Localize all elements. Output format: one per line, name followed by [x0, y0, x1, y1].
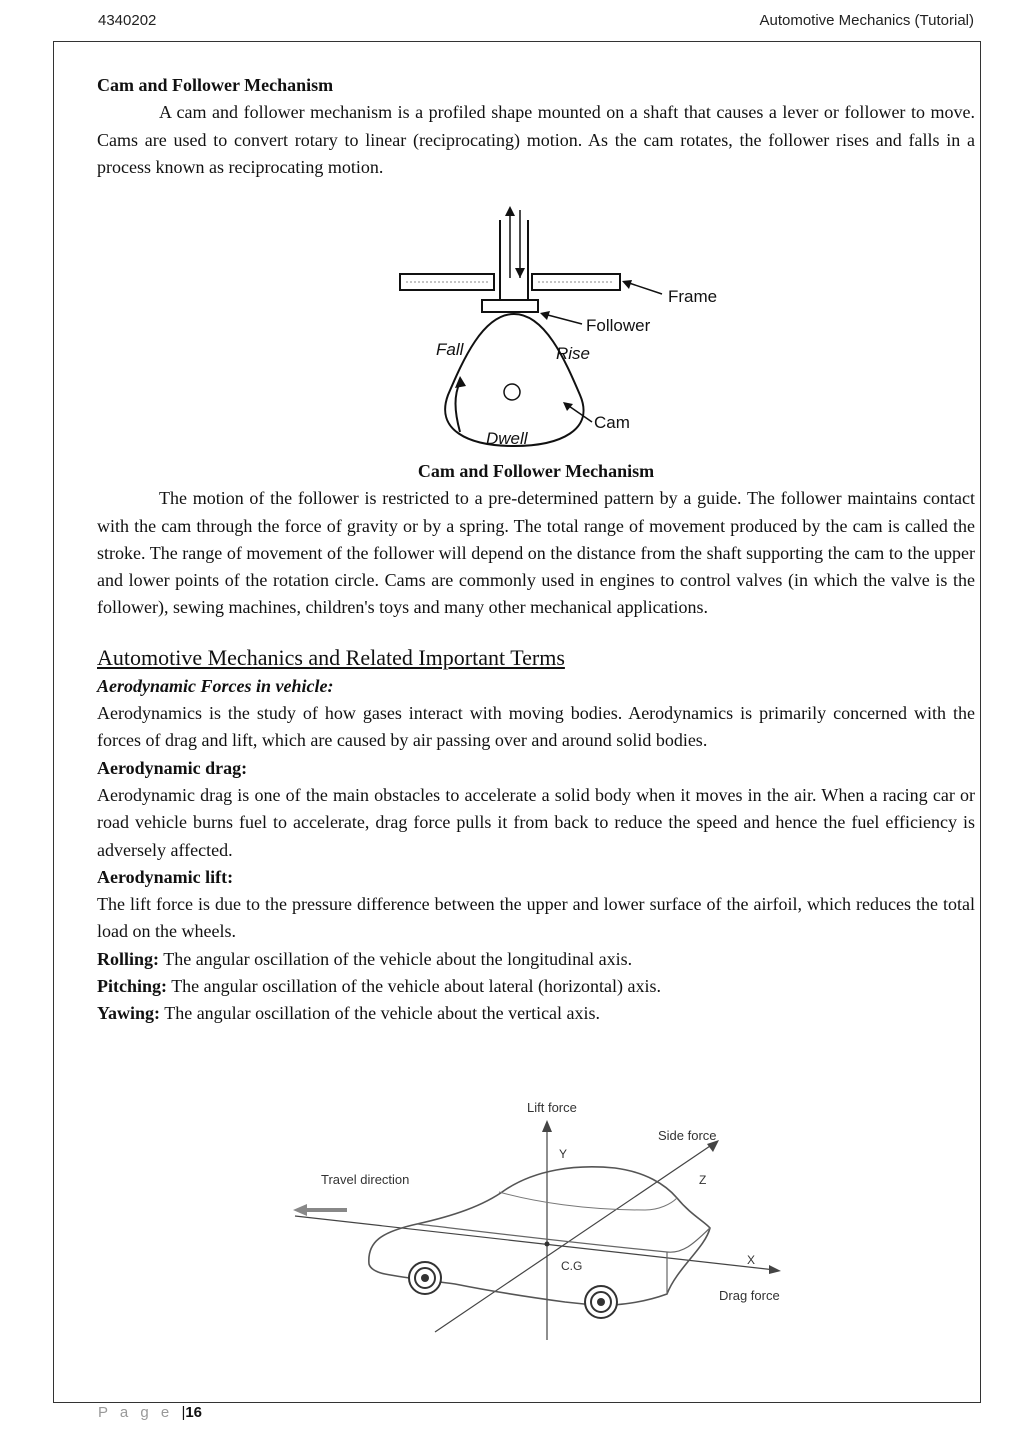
x-axis-label: X: [747, 1253, 756, 1267]
page-footer: [98, 1404, 202, 1421]
travel-direction-label: Travel direction: [321, 1172, 410, 1187]
main-text: [97, 458, 975, 1028]
cam-caption: Cam and Follower Mechanism: [417, 461, 655, 481]
page-number: 16: [185, 1404, 203, 1421]
section-title: Automotive Mechanics and Related Important Terms: [97, 644, 565, 670]
header-doc-title: Automotive Mechanics (Tutorial): [759, 12, 974, 29]
frame-label: Frame: [668, 287, 718, 306]
cg-label: C.G: [561, 1259, 583, 1273]
cam-profile: [445, 314, 583, 446]
fall-label: Fall: [436, 340, 464, 359]
side-force-label: Side force: [658, 1128, 717, 1143]
cam-follower-diagram: [380, 200, 760, 455]
lift-heading: Aerodynamic lift:: [97, 866, 234, 887]
car-forces-diagram: [285, 1092, 795, 1347]
yawing-label: Yawing:: [97, 1003, 161, 1024]
cg-point: [545, 1242, 550, 1247]
page-separator: |: [181, 1404, 186, 1421]
cam-label: Cam: [594, 413, 630, 432]
travel-arrow-icon: [293, 1204, 307, 1216]
header-doc-code: 4340202: [98, 12, 157, 29]
up-arrow-icon: [505, 206, 515, 216]
cam-heading: Cam and Follower Mechanism: [97, 75, 334, 95]
pitching-label: Pitching:: [97, 976, 167, 997]
down-arrow-icon: [515, 268, 525, 278]
drag-heading: Aerodynamic drag:: [97, 757, 248, 778]
rear-wheel: [585, 1286, 617, 1318]
drag-force-label: Drag force: [719, 1288, 780, 1303]
follower-label: Follower: [586, 316, 651, 335]
rolling-line: [97, 946, 975, 973]
lift-force-label: Lift force: [527, 1100, 577, 1115]
rolling-text: The angular oscillation of the vehicle about the longitudinal axis.: [163, 948, 633, 969]
cam-intro: A cam and follower mechanism is a profiled shape mounted on a shaft that causes a lever or follower to move. Cams are used to convert rotary to linear (reciprocating) motion. As the cam rotates, the follower rises and falls in a process known as reciprocating motion.: [97, 102, 975, 177]
z-axis-label: Z: [699, 1173, 707, 1187]
aero-heading: Aerodynamic Forces in vehicle:: [97, 675, 334, 696]
page-word: P a g e: [98, 1404, 174, 1421]
y-axis-label: Y: [559, 1147, 568, 1161]
front-wheel: [409, 1262, 441, 1294]
pitching-text: The angular oscillation of the vehicle about lateral (horizontal) axis.: [171, 976, 662, 997]
yawing-text: The angular oscillation of the vehicle about the vertical axis.: [164, 1003, 601, 1024]
follower-foot: [482, 300, 538, 312]
dwell-label: Dwell: [486, 429, 528, 448]
yawing-line: [97, 1000, 975, 1027]
pitching-line: [97, 973, 975, 1000]
rolling-label: Rolling:: [97, 948, 160, 969]
drag-text: Aerodynamic drag is one of the main obstacles to accelerate a solid body when it moves in the air. When a racing car or road vehicle burns fuel to accelerate, drag force pulls it from back to reduce the speed and hence the fuel efficiency is adversely affected.: [97, 784, 975, 860]
aero-text: Aerodynamics is the study of how gases interact with moving bodies. Aerodynamics is primarily concerned with the forces of drag and lift, which are caused by air passing over and around solid bodies.: [97, 703, 975, 751]
cam-section: [97, 72, 975, 181]
rise-label: Rise: [556, 344, 591, 363]
cam-body: The motion of the follower is restricted to a pre-determined pattern by a guide. The follower maintains contact with the cam through the force of gravity or by a spring. The total range of movement produced by the cam is called the stroke. The range of movement of the follower will depend on the distance from the shaft supporting the cam to the upper and lower points of the rotation circle. Cams are commonly used in engines to control valves (in which the valve is the follower), sewing machines, children's toys and many other mechanical applications.: [97, 488, 975, 618]
lift-text: The lift force is due to the pressure difference between the upper and lower surface of the airfoil, which reduces the total load on the wheels.: [97, 894, 975, 942]
